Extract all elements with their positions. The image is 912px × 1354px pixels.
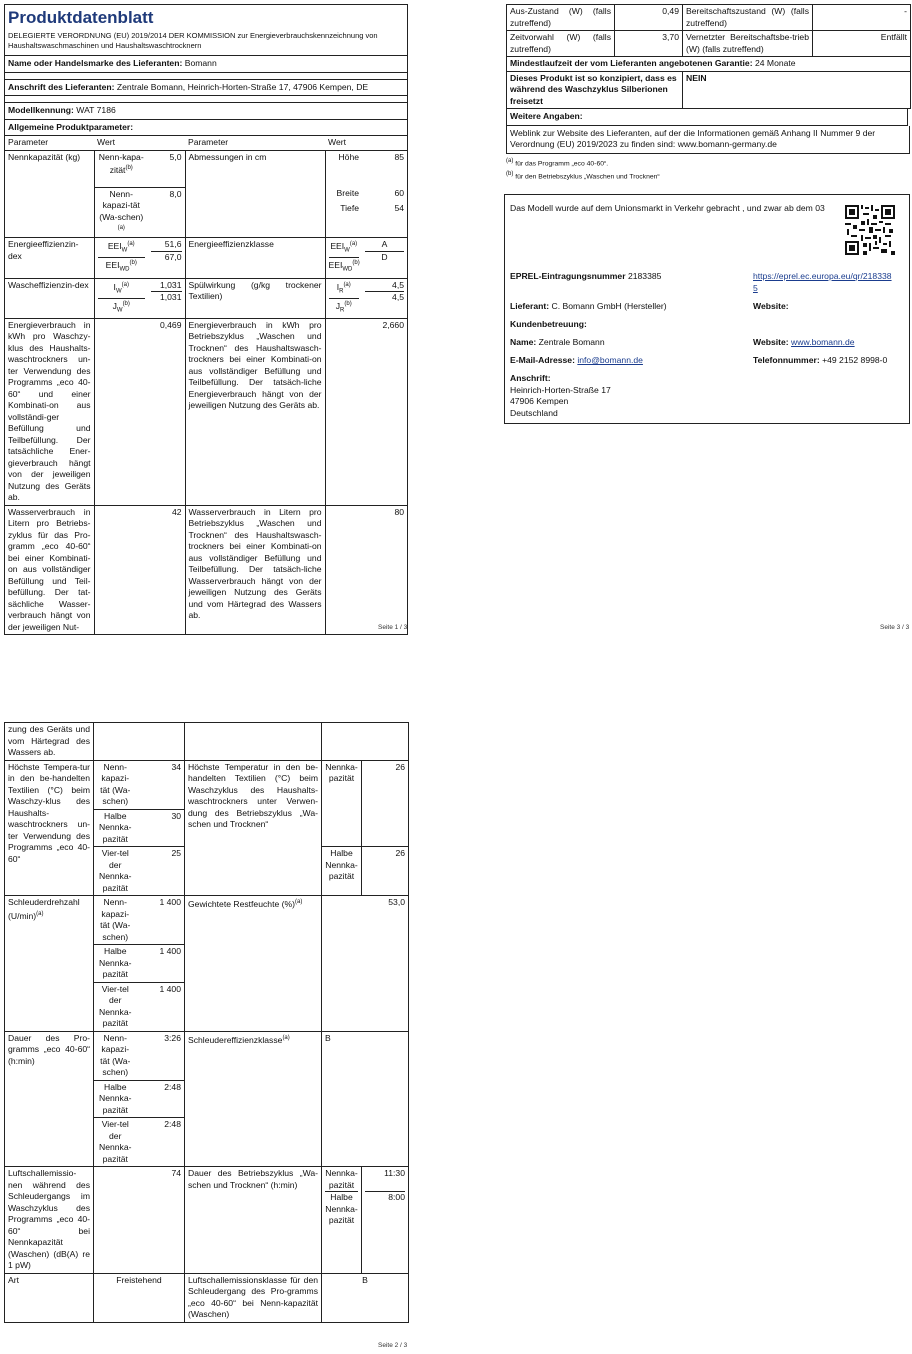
eei-wd-value: 67,0 — [151, 251, 182, 264]
duration-wd-sub-half: Halbe Nennka-pazität — [325, 1192, 358, 1225]
power-table — [506, 4, 911, 109]
header-value-2: Wert — [328, 137, 346, 147]
page-3 — [506, 4, 910, 182]
dimensions-label: Abmessungen in cm — [185, 150, 325, 238]
page-2 — [4, 722, 408, 1323]
address-line-1: Heinrich-Horten-Straße 17 — [510, 384, 611, 395]
ir-value: 4,5 — [392, 279, 404, 290]
silver-ions-label: Dieses Produkt ist so konzipiert, dass es während des Waschzyklus Silberionen freisetzt — [510, 72, 677, 106]
model-label: Modellkennung: — [8, 105, 74, 115]
supplier-box — [504, 194, 910, 424]
temp-value-half: 30 — [137, 809, 185, 847]
height-value: 85 — [394, 151, 404, 162]
model-row — [5, 103, 407, 120]
noise-class-value: B — [362, 1274, 368, 1285]
max-temp-label: Höchste Tempera-tur in den be-handelten Textilien (°C) beim Waschzy-klus des Haushalts-waschtrockners un-ter Verwendung des Programms „eco 40-60“ — [5, 760, 94, 896]
duration-label: Dauer des Pro-gramms „eco 40-60“ (h:min) — [5, 1031, 94, 1167]
spin-value-rated: 1 400 — [137, 896, 185, 945]
model-value: WAT 7186 — [76, 105, 116, 115]
email-label: E-Mail-Adresse: — [510, 355, 575, 365]
spin-sub-rated: Nenn-kapazi-tät (Wa-schen) — [100, 897, 131, 942]
delay-start-value: 3,70 — [615, 31, 683, 57]
max-temp-wd-label: Höchste Temperatur in den be-handelten Textilien (°C) beim Waschzyklus des Haushalts-waschtrockners unter Verwen-dung des Betriebszyklus „Wa-schen und Trocknen“ — [185, 760, 322, 896]
address-line-2: 47906 Kempen — [510, 396, 569, 406]
eei-w-sub: $EEI_W^{(a)}$ $EEI_{WD}^{(b)}$ — [94, 238, 148, 278]
duration-sub-half: Halbe Nennka-pazität — [94, 1080, 137, 1118]
energy-class-wd: D — [365, 251, 404, 264]
qr-code-icon — [845, 205, 895, 255]
header-block — [4, 4, 408, 635]
rated-capacity-val-1: 5,0 — [148, 150, 185, 187]
duration-wd-label: Dauer des Betriebszyklus „Wa-schen und Trocknen“ (h:min) — [185, 1167, 322, 1274]
footnotes: $^{(a)}$ für das Programm „eco 40-60“. $^{(b)}$ für den Betriebszyklus „Waschen und Trocknen“ — [506, 157, 660, 181]
further-info-label: Weitere Angaben: — [510, 111, 583, 121]
weblink-url[interactable]: www.bomann-germany.de — [677, 139, 777, 149]
address-block — [510, 373, 611, 419]
type-label: Art — [5, 1273, 94, 1322]
type-value: Freistehend — [94, 1273, 185, 1322]
temp-wd-value-rated: 26 — [395, 761, 405, 772]
rated-capacity-label: Nennkapazität (kg) — [5, 150, 94, 238]
service-website-label: Website: — [753, 337, 789, 347]
temp-wd-value-half: 26 — [362, 847, 409, 896]
spin-value-half: 1 400 — [137, 945, 185, 983]
temp-sub-half: Halbe Nennka-pazität — [94, 809, 137, 847]
address-label-3: Anschrift: — [510, 373, 551, 383]
address-label: Anschrift des Lieferanten: — [8, 81, 115, 92]
weblink-text: Weblink zur Website des Lieferanten, auf der die Informationen gemäß Anhang II Nummer 9 der Verordnung (EU) 2019/2023 zu finden sind: — [510, 127, 876, 149]
jr-value: 4,5 — [365, 291, 404, 304]
supplier-website-label: Website: — [753, 301, 789, 311]
temp-value-quarter: 25 — [137, 847, 185, 896]
spin-sub-half: Halbe Nennka-pazität — [94, 945, 137, 983]
page-3-footer: Seite 3 / 3 — [880, 624, 910, 631]
duration-wd-value-rated: 11:30 — [384, 1168, 405, 1178]
address-row — [5, 80, 407, 97]
temp-wd-sub-rated: Nennka-pazität — [322, 760, 362, 847]
name-label: Name: — [510, 337, 537, 347]
temp-wd-sub-half: Halbe Nennka-pazität — [322, 847, 362, 896]
duration-sub-rated: Nenn-kapazi-tät (Wa-schen) — [100, 1032, 131, 1077]
duration-value-rated: 3:26 — [137, 1031, 185, 1080]
water-consumption-label: Wasserverbrauch in Litern pro Betriebs-zyklus für das Pro-gramm „eco 40-60“ bei einer Kombinati-on aus vollständiger Befüllung und Teil-befüllung. Der tat-sächliche Wasser-verbrauch hängt von der jeweiligen Nut- — [5, 505, 94, 634]
eprel-label: EPREL-Eintragungsnummer — [510, 271, 626, 281]
spin-speed-label: Schleuderdrehzahl $(U/\min)^{(a)}$ — [5, 896, 94, 1032]
market-text: Das Modell wurde auf dem Unionsmarkt in Verkehr gebracht , und zwar ab dem 03 — [510, 203, 825, 213]
standby-label: Bereitschaftszustand (W) (falls zutreffend) — [683, 5, 813, 31]
address-line-3: Deutschland — [510, 407, 558, 418]
header-param: Parameter — [8, 137, 49, 147]
page-1 — [4, 4, 408, 635]
off-mode-label: Aus-Zustand (W) (falls zutreffend) — [507, 5, 615, 31]
network-standby-label: Vernetzter Bereitschaftsbe-trieb (W) (falls zutreffend) — [683, 31, 813, 57]
header-param-2: Parameter — [188, 137, 229, 147]
spin-class-value: B — [322, 1031, 409, 1167]
supplier-label: Lieferant: — [510, 301, 550, 311]
noise-class-label: Luftschallemissionsklasse für den Schleudergang des Pro-gramms „eco 40-60“ bei Nenn-kapazität (Waschen) — [185, 1273, 322, 1322]
brand-value: Bomann — [184, 58, 217, 68]
jw-value: 1,031 — [151, 291, 182, 304]
name-value: Zentrale Bomann — [538, 337, 605, 347]
rated-capacity-sub-1: Nenn-kapa-zität$^{(b)}$ — [98, 151, 144, 175]
page-1-footer: Seite 1 / 3 — [378, 624, 408, 631]
eprel-value: 2183385 — [627, 271, 662, 281]
duration-wd-value-half: 8:00 — [365, 1191, 405, 1204]
water-consumption-continued: zung des Geräts und vom Härtegrad des Wassers ab. — [5, 723, 94, 761]
brand-row — [5, 56, 407, 73]
brand-label: Name oder Handelsmarke des Lieferanten: — [8, 58, 183, 68]
supplier-value: C. Bomann GmbH (Hersteller) — [551, 301, 667, 311]
duration-value-half: 2:48 — [137, 1080, 185, 1118]
general-params-heading: Allgemeine Produktparameter: — [8, 121, 134, 132]
rinsing-label: Spülwirkung (g/kg trockener Textilien) — [185, 278, 325, 318]
phone-label: Telefonnummer: — [753, 355, 820, 365]
sheet-title: Produktdatenblatt — [8, 8, 154, 27]
footnote-b: für den Betriebszyklus „Waschen und Trocknen“ — [515, 173, 660, 181]
spin-sub-quarter: Vier-tel der Nennka-pazität — [94, 982, 137, 1031]
energy-consumption-wd-label: Energieverbrauch in kWh pro Betriebszyklus „Waschen und Trocknen“ des Haushaltswasch-trockners bei einer Kombinati-on aus vollständiger Befüllung und Teilbefüllung. Der tatsäch-liche Energieverbrauch hängt von der jeweiligen Nutzung des Geräts ab. — [185, 318, 325, 505]
params-table-2 — [4, 722, 409, 1323]
footnote-a: für das Programm „eco 40-60“. — [515, 159, 609, 167]
washing-efficiency-label: Wascheffizienzin-dex — [5, 278, 94, 318]
warranty-value: 24 Monate — [754, 58, 796, 68]
address-value: Zentrale Bomann, Heinrich-Horten-Straße 17, 47906 Kempen, DE — [116, 81, 369, 92]
energy-consumption-wd-value: 2,660 — [382, 319, 404, 330]
temp-sub-rated: Nenn-kapazi-tät (Wa-schen) — [100, 761, 131, 806]
eei-w-value: 51,6 — [164, 239, 182, 250]
moisture-value: 53,0 — [322, 896, 409, 1032]
moisture-label: Gewichtete Restfeuchte (%)$^{(a)}$ — [185, 896, 322, 1032]
email-link[interactable]: info@bomann.de — [577, 355, 643, 365]
delay-start-label: Zeitvorwahl (W) (falls zutreffend) — [507, 31, 615, 57]
energy-consumption-label: Energieverbrauch in kWh pro Waschzy-klus des Haushalts-waschtrockners un-ter Verwendung des Programms „eco 40-60“ und einer Kombinati-on aus vollständi-ger Befüllung und Teilbefüllung. Der tatsächliche Ener-gieverbrauch hängt von der jeweiligen Nutzung des Geräts ab. — [5, 318, 94, 505]
off-mode-value: 0,49 — [615, 5, 683, 31]
duration-sub-quarter: Vier-tel der Nennka-pazität — [94, 1118, 137, 1167]
eprel-row — [510, 271, 661, 283]
spin-value-quarter: 1 400 — [137, 982, 185, 1031]
depth-label: Tiefe — [340, 202, 359, 213]
water-consumption-value: 42 — [94, 505, 185, 634]
customer-service-label: Kundenbetreuung: — [510, 319, 587, 329]
eprel-link[interactable]: https://eprel.ec.europa.eu/qr/2183385 — [753, 271, 892, 293]
header-value: Wert — [97, 137, 115, 147]
standby-value: - — [904, 6, 907, 16]
energy-class-label: Energieeffizienzklasse — [185, 238, 325, 278]
temp-sub-quarter: Vier-tel der Nennka-pazität — [94, 847, 137, 896]
width-label: Breite — [336, 188, 359, 198]
network-standby-value: Entfällt — [880, 32, 907, 42]
energy-class-w: A — [381, 239, 388, 250]
water-consumption-wd-label: Wasserverbrauch in Litern pro Betriebszyklus „Waschen und Trocknen“ des Haushaltswasch-trockners bei einer Kombinati-on aus vollständiger Befüllung und Teilbefüllung. Der tatsäch-liche Wasserverbrauch hängt von der jeweiligen Nutzung des Geräts und vom Härtegrad des Wassers ab. — [185, 505, 325, 634]
noise-label: Luftschallemissio-nen während des Schleudergangs im Waschzyklus des Programms „eco 40-60“ bei Nennkapazität (Waschen) (dB(A) re 1 pW) — [5, 1167, 94, 1274]
page-2-footer: Seite 2 / 3 — [378, 1342, 408, 1349]
service-website-link[interactable]: www.bomann.de — [791, 337, 855, 347]
weblink-block — [506, 126, 910, 154]
spin-class-label: Schleudereffizienzklasse$^{(a)}$ — [185, 1031, 322, 1167]
width-value: 60 — [394, 188, 404, 198]
height-label: Höhe — [338, 151, 359, 162]
iw-value: 1,031 — [159, 279, 182, 290]
temp-value-rated: 34 — [137, 760, 185, 809]
regulation-text: DELEGIERTE VERORDNUNG (EU) 2019/2014 DER KOMMISSION zur Energieverbrauchskennzeichnung von Haushaltswaschmaschinen und Haushaltswaschtrocknern — [5, 29, 407, 56]
params-table-1: Parameter Wert Parameter Wert Nennkapazität (kg) Nenn-kapa-zität$^{(b)}$ 5,0 Abmessungen in cm Höhe 85 Nenn-kapazi-tät (Wa-schen)$^{(a)}$ 8,0 Breite Tiefe 60 54 Energieeffizienzin-dex $EEI_W^{(a)}$ $EEI_{WD}^{(b)}$ 51,6 67,0 Energieeffizienzklasse $EEI_W^{(a)}$ $EEI_{WD}^{(b)}$ A D Wascheffizienzin-dex $I_W^{(a)}$ $J_W^{(b)}$ 1,031 1,031 Spülwirkung (g/kg trockener Textilien) $I_R^{(a)}$ $J_R^{(b)}$ 4,5 4,5 Energieverbrauch in kWh pro Waschzy-klus des Haushalts-waschtrockners un-ter Verwendung des Programms „eco 40-60“ und einer Kombinati-on aus vollständi-ger Befüllung und Teilbefüllung. Der tatsächliche Ener-gieverbrauch hängt von der jeweiligen Nutzung des Geräts ab. 0,469 Energieverbrauch in kWh pro Betriebszyklus „Waschen und Trocknen“ des Haushaltswasch-trockners bei einer Kombinati-on aus vollständiger Befüllung und Teilbefüllung. Der tatsäch-liche Energieverbrauch hängt von der jeweiligen Nutzung des Geräts ab. 2,660 Wasserverbrauch in Litern pro Betriebs-zyklus für das Pro-gramm „eco 40-60“ bei einer Kombinati-on aus vollständiger Befüllung und Teil-befüllung. Der tat-sächliche Wasser-verbrauch hängt von der jeweiligen Nut- 42 Wasserverbrauch in Litern pro Betriebszyklus „Waschen und Trocknen“ des Haushaltswasch-trockners bei einer Kombinati-on aus vollständiger Befüllung und Teilbefüllung. Der tatsäch-liche Wasserverbrauch hängt von der jeweiligen Nutzung des Geräts und vom Härtegrad des Wassers ab. 80 — [5, 136, 407, 634]
rated-capacity-sub-2: Nenn-kapazi-tät (Wa-schen)$^{(a)}$ — [94, 187, 148, 238]
phone-value: +49 2152 8998-0 — [822, 355, 888, 365]
energy-consumption-value: 0,469 — [94, 318, 185, 505]
rated-capacity-val-2: 8,0 — [148, 187, 185, 238]
duration-value-quarter: 2:48 — [137, 1118, 185, 1167]
duration-wd-sub-rated: Nennka-pazität — [325, 1168, 358, 1190]
warranty-label: Mindestlaufzeit der vom Lieferanten angebotenen Garantie: — [510, 58, 753, 68]
noise-value: 74 — [94, 1167, 185, 1274]
depth-value: 54 — [394, 202, 404, 213]
energy-efficiency-index-label: Energieeffizienzin-dex — [5, 238, 94, 278]
silver-ions-value: NEIN — [686, 72, 707, 83]
water-consumption-wd-value: 80 — [394, 506, 404, 517]
